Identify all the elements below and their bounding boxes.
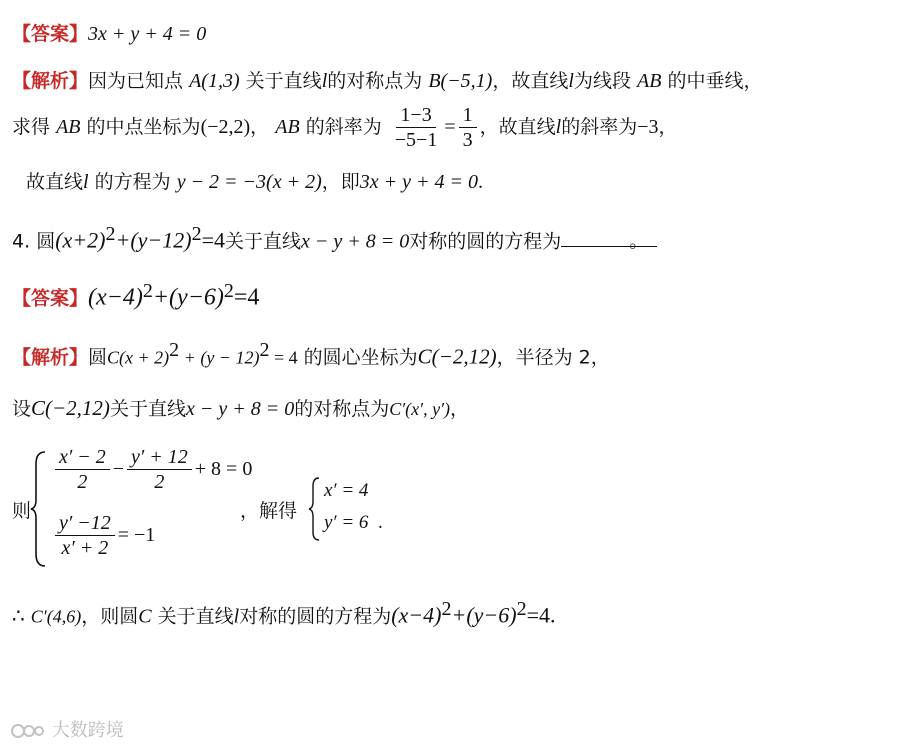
numerator: y′ + 12 bbox=[127, 446, 192, 470]
result-term-1: (x−4) bbox=[391, 602, 442, 628]
circle-c: C bbox=[138, 605, 152, 628]
var-l: l bbox=[233, 605, 240, 628]
q3-text: ， bbox=[658, 116, 678, 138]
q4-text: 圆 bbox=[36, 230, 56, 253]
exponent: 2 bbox=[441, 598, 452, 620]
var-l: l bbox=[568, 70, 574, 92]
line-equation: y − 2 = −3(x + 2) bbox=[176, 171, 322, 193]
q3-text: ，故直线 bbox=[479, 116, 556, 138]
question-number: 4. bbox=[12, 230, 31, 253]
answer-term-3: =4 bbox=[233, 284, 260, 311]
var-l: l bbox=[555, 116, 562, 138]
q3-text: 关于直线 bbox=[245, 70, 322, 92]
q4-text: ，则圆 bbox=[81, 605, 139, 628]
circle-c-term-1: C(x + 2) bbox=[107, 347, 170, 368]
left-brace-icon bbox=[30, 450, 48, 568]
right-brace-icon bbox=[308, 476, 320, 542]
period: . bbox=[378, 512, 383, 533]
therefore-symbol: ∴ bbox=[12, 605, 25, 628]
slope-value-numerator: 1 bbox=[459, 104, 477, 128]
analysis-label: 【解析】 bbox=[12, 70, 89, 92]
exponent: 2 bbox=[169, 339, 180, 361]
circle-term-2: +(y−12) bbox=[115, 227, 192, 253]
q4-text: 关于直线 bbox=[109, 398, 186, 420]
q4-text: 的对称点为 bbox=[294, 398, 390, 420]
q3-analysis-line-1 bbox=[12, 69, 763, 93]
q3-text: 的中点坐标为 bbox=[86, 116, 201, 138]
denominator: 2 bbox=[77, 471, 88, 493]
q3-text: 为线段 bbox=[573, 70, 631, 92]
eq-tail: + 8 = 0 bbox=[194, 458, 253, 480]
circle-c-term-3: = 4 bbox=[269, 347, 298, 368]
exponent: 2 bbox=[105, 223, 116, 245]
q3-text: ， bbox=[250, 116, 270, 138]
q4-text: 关于直线 bbox=[157, 605, 234, 628]
point-a: A(1,3) bbox=[189, 70, 240, 92]
equals-sign: = bbox=[444, 116, 456, 138]
q4-answer-line bbox=[12, 276, 259, 313]
q3-text: 因为已知点 bbox=[88, 70, 184, 92]
frac-slope bbox=[55, 512, 115, 559]
exponent: 2 bbox=[223, 280, 234, 302]
denominator: x′ + 2 bbox=[61, 537, 109, 559]
q4-text: 。 bbox=[629, 230, 649, 253]
watermark-logo-icon bbox=[10, 721, 46, 741]
midpoint: (−2,2) bbox=[200, 116, 251, 138]
q4-stem bbox=[12, 220, 648, 255]
center-c: C(−2,12) bbox=[31, 396, 110, 420]
segment-ab: AB bbox=[275, 116, 300, 138]
line-equation-simplified: 3x + y + 4 = 0 bbox=[359, 171, 479, 193]
q3-text: 的中垂线， bbox=[667, 70, 763, 92]
exponent: 2 bbox=[191, 223, 202, 245]
answer-term-2: +(y−6) bbox=[152, 284, 224, 311]
equation-system bbox=[12, 446, 772, 568]
result-term-3: =4. bbox=[526, 602, 556, 628]
q3-text: 的对称点为 bbox=[327, 70, 423, 92]
q3-answer-equation: 3x + y + 4 = 0 bbox=[88, 23, 207, 45]
numerator: x′ − 2 bbox=[55, 446, 110, 470]
var-l: l bbox=[321, 70, 328, 92]
system-eq-1 bbox=[52, 446, 252, 493]
center-c: C(−2,12) bbox=[417, 344, 497, 369]
q3-text: 的斜率为 bbox=[561, 116, 638, 138]
solve-label: ，解得 bbox=[240, 500, 298, 522]
circle-c-term-2: + (y − 12) bbox=[179, 347, 260, 368]
slope-value-denominator: 3 bbox=[462, 129, 473, 151]
q3-text: ，故直线 bbox=[492, 70, 569, 92]
system-eq-2 bbox=[52, 512, 155, 559]
slope-l: −3 bbox=[637, 116, 659, 138]
minus-sign: − bbox=[112, 458, 125, 480]
denominator: 2 bbox=[154, 471, 165, 493]
watermark bbox=[10, 716, 124, 742]
q4-text: ，半径为 2， bbox=[496, 346, 610, 369]
frac-x-prime bbox=[55, 446, 110, 493]
analysis-label: 【解析】 bbox=[12, 346, 89, 369]
q3-text: ，即 bbox=[321, 171, 360, 193]
result-term-2: +(y−6) bbox=[451, 602, 517, 628]
point-b: B(−5,1) bbox=[428, 70, 493, 92]
frac-y-prime bbox=[127, 446, 192, 493]
q3-answer-line bbox=[12, 22, 206, 46]
slope-denominator: −5−1 bbox=[394, 129, 438, 151]
period: . bbox=[478, 171, 484, 193]
q3-text: 故直线 bbox=[26, 171, 84, 193]
circle-term-3: =4 bbox=[201, 227, 225, 253]
segment-ab: AB bbox=[637, 70, 662, 92]
q4-text: ， bbox=[450, 398, 470, 420]
then-label: 则 bbox=[12, 500, 32, 522]
watermark-text: 大数跨境 bbox=[51, 720, 124, 741]
q4-text: 关于直线 bbox=[225, 230, 302, 253]
exponent: 2 bbox=[142, 280, 153, 302]
eq-tail: = −1 bbox=[117, 524, 156, 546]
segment-ab: AB bbox=[56, 116, 81, 138]
answer-label: 【答案】 bbox=[12, 287, 89, 310]
solution-x: x′ = 4 bbox=[324, 480, 369, 501]
numerator: y′ −12 bbox=[55, 512, 115, 536]
slope-numerator: 1−3 bbox=[396, 104, 435, 128]
q4-text: 对称的圆的方程为 bbox=[239, 605, 392, 628]
q3-analysis-line-3 bbox=[26, 170, 483, 194]
q4-text: 圆 bbox=[88, 346, 108, 369]
q4-analysis-line-2 bbox=[12, 394, 469, 423]
answer-term-1: (x−4) bbox=[88, 284, 143, 311]
exponent: 2 bbox=[259, 339, 270, 361]
answer-label: 【答案】 bbox=[12, 23, 89, 45]
q3-analysis-line-2 bbox=[12, 104, 678, 151]
var-l: l bbox=[83, 171, 89, 193]
slope-fraction bbox=[391, 104, 442, 151]
q4-text: 的圆心坐标为 bbox=[303, 346, 418, 369]
reflected-center: C′(4,6) bbox=[30, 606, 82, 627]
circle-term-1: (x+2) bbox=[55, 227, 106, 253]
q3-text: 求得 bbox=[12, 116, 51, 138]
q4-text: 对称的圆的方程为 bbox=[409, 230, 562, 253]
solution-y: y′ = 6 bbox=[324, 512, 369, 533]
slope-value-fraction bbox=[459, 104, 477, 151]
q4-text: 设 bbox=[12, 398, 32, 420]
q3-text: 的斜率为 bbox=[305, 116, 382, 138]
reflected-point: C′(x′, y′) bbox=[389, 399, 451, 419]
exponent: 2 bbox=[516, 598, 527, 620]
q4-analysis-line-1 bbox=[12, 336, 610, 371]
q4-conclusion bbox=[12, 594, 556, 631]
symmetry-line: x − y + 8 = 0 bbox=[185, 398, 295, 420]
symmetry-line: x − y + 8 = 0 bbox=[301, 230, 410, 253]
q3-text: 的方程为 bbox=[94, 171, 171, 193]
